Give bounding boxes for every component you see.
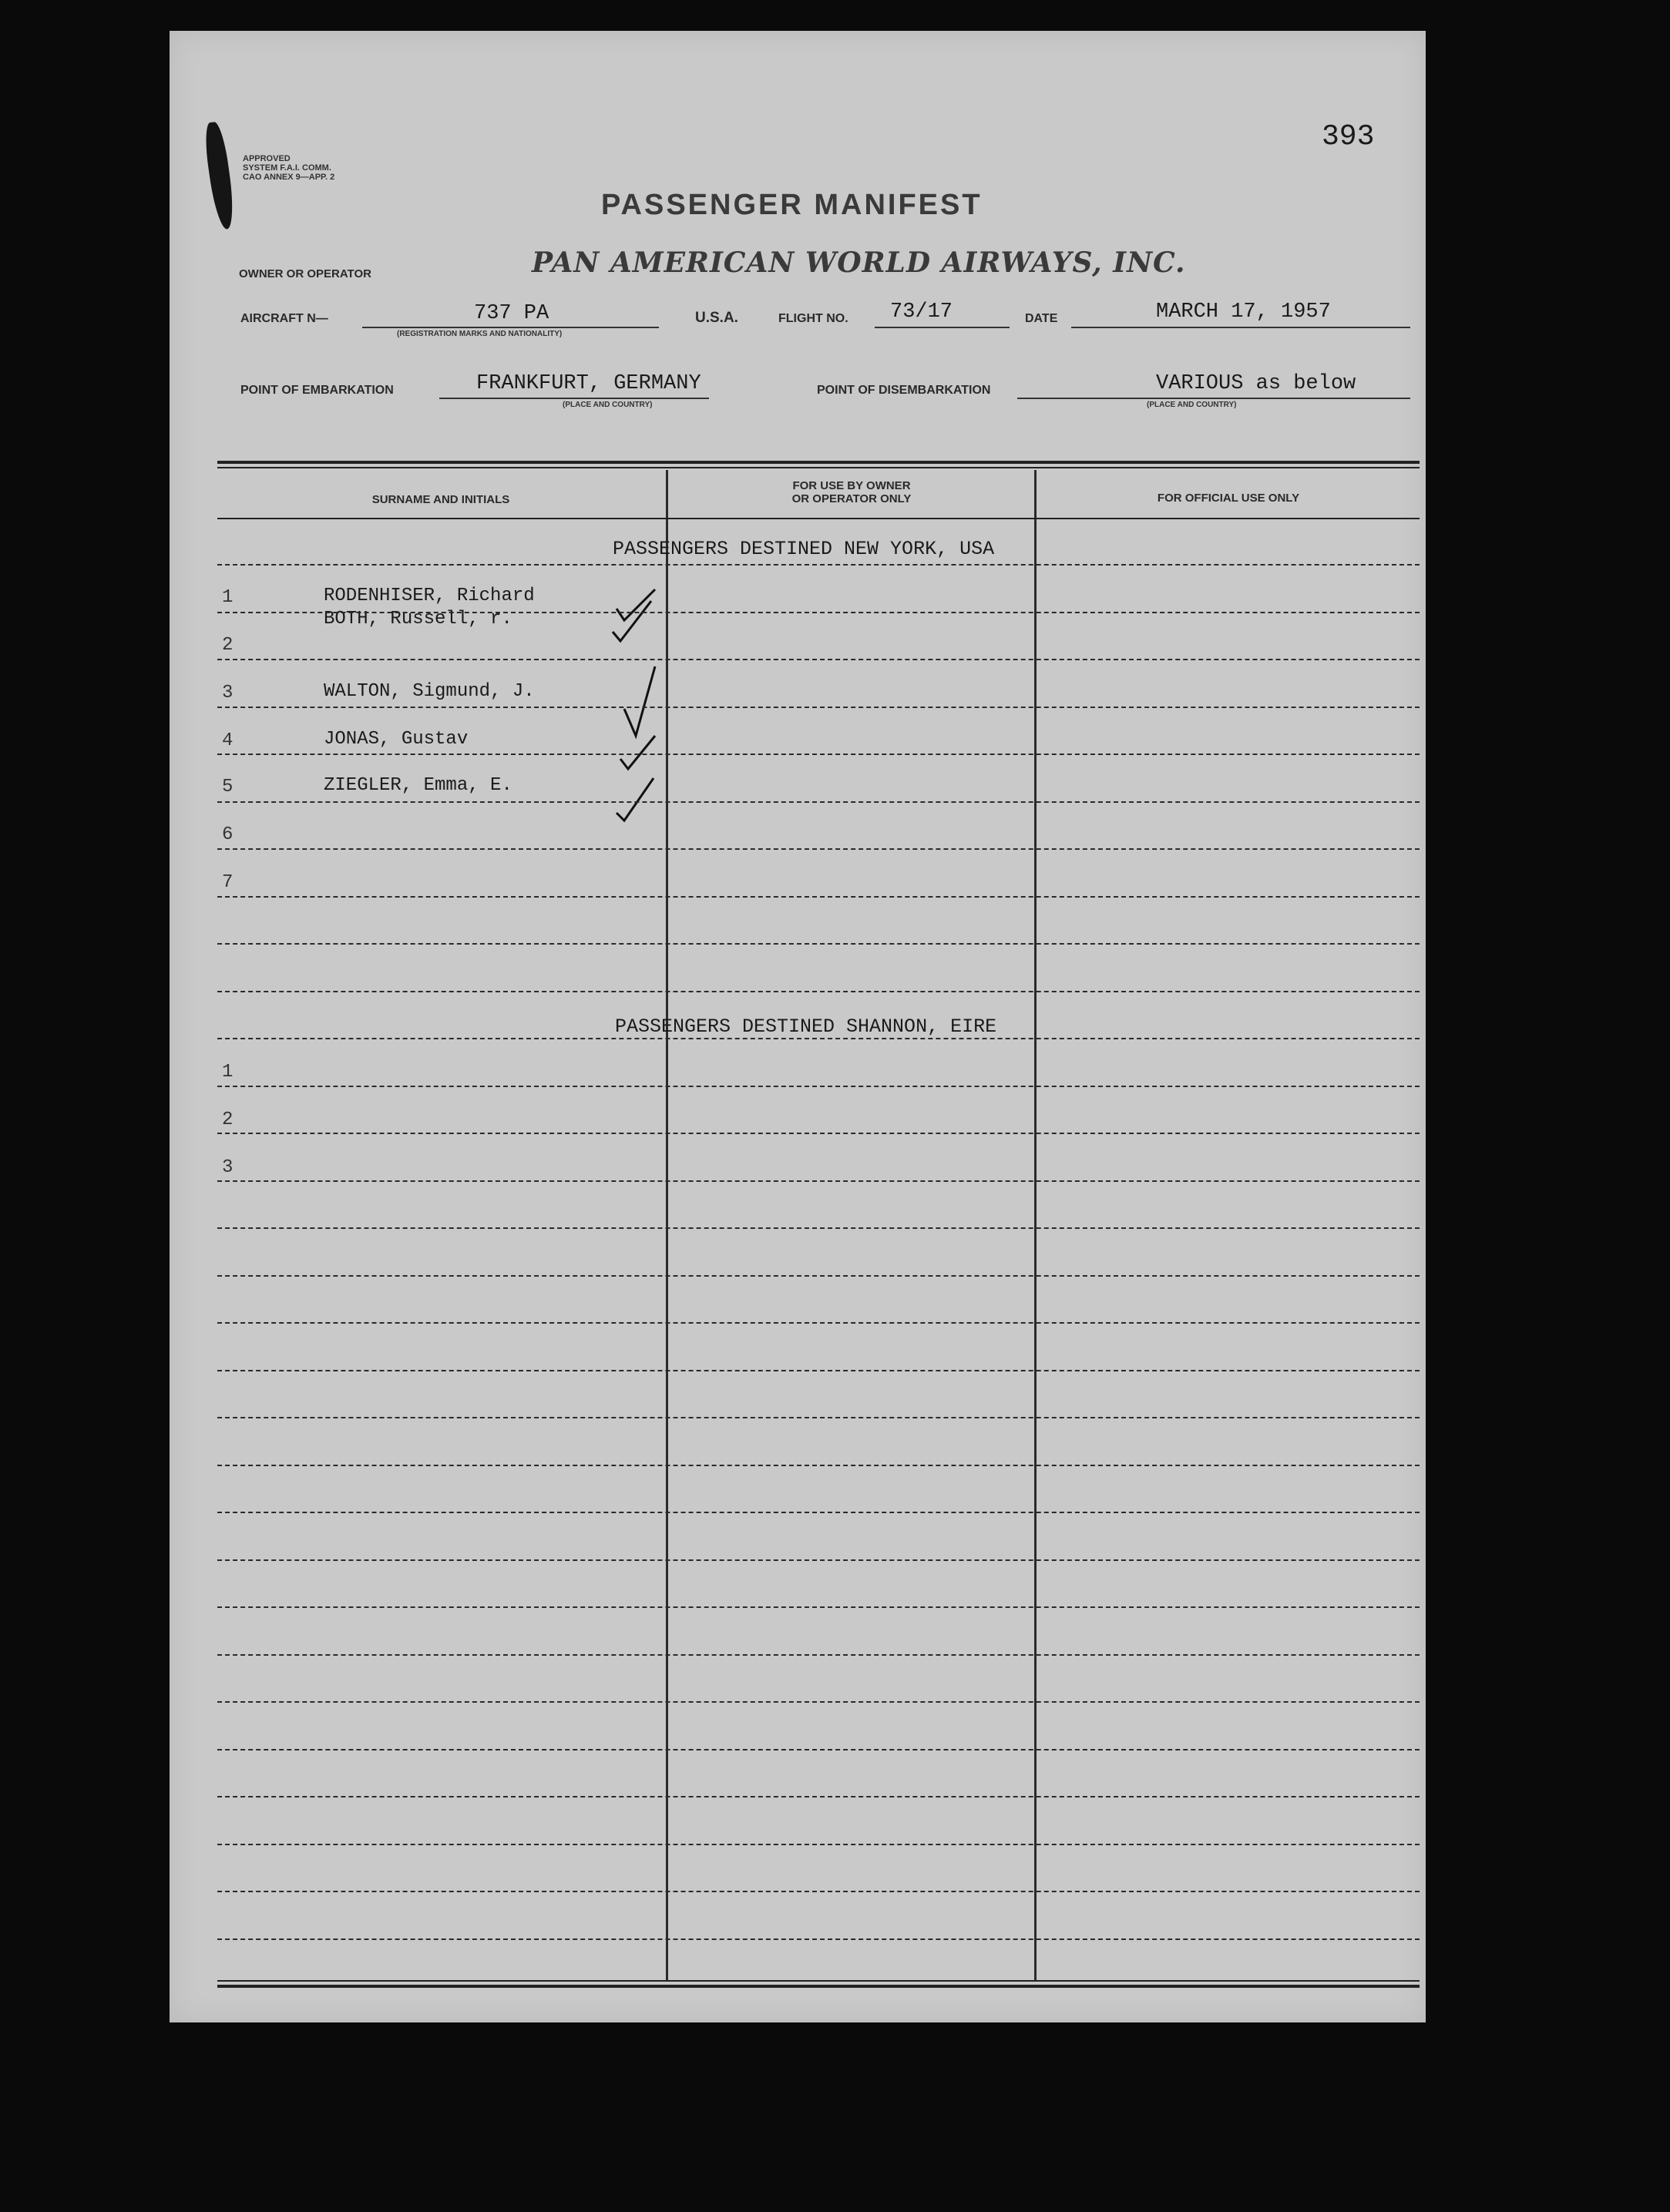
col-header-owner-line: FOR USE BY OWNER (792, 479, 911, 492)
section-heading: PASSENGERS DESTINED NEW YORK, USA (613, 538, 995, 560)
aircraft-label: AIRCRAFT N— (240, 312, 328, 325)
embarkation-rule (439, 398, 709, 399)
row-number: 2 (222, 635, 234, 656)
table-bottom-rule (217, 1980, 1420, 1982)
form-title: PASSENGER MANIFEST (601, 189, 983, 221)
owner-name: PAN AMERICAN WORLD AIRWAYS, INC. (532, 247, 1186, 279)
ruled-line (217, 1180, 1420, 1182)
embarkation-value: FRANKFURT, GERMANY (476, 372, 701, 395)
col-header-owner-use (669, 479, 1034, 505)
ruled-line (217, 1938, 1420, 1940)
ruled-line (217, 1606, 1420, 1608)
ruled-line (217, 848, 1420, 850)
row-number: 6 (222, 824, 234, 845)
check-mark-icon (617, 778, 654, 821)
approval-line: SYSTEM F.A.I. COMM. (243, 163, 331, 173)
ruled-line (217, 1749, 1420, 1750)
ruled-line (217, 1038, 1420, 1039)
ruled-line (217, 1086, 1420, 1087)
row-number: 2 (222, 1109, 234, 1130)
table-top-rule-thin (217, 467, 1420, 468)
embarkation-label: POINT OF EMBARKATION (240, 384, 394, 397)
ruled-line (217, 896, 1420, 898)
ruled-line (217, 1275, 1420, 1277)
row-number: 3 (222, 1157, 234, 1178)
column-divider (1034, 470, 1037, 1980)
table-bottom-rule-thick (217, 1985, 1420, 1988)
approval-line: APPROVED (243, 154, 291, 163)
check-marks (601, 555, 709, 832)
passenger-name: BOTH, Russell, r. (324, 609, 512, 629)
date-rule (1071, 327, 1410, 328)
date-value: MARCH 17, 1957 (1156, 300, 1331, 324)
row-number: 1 (222, 1062, 234, 1083)
flight-value: 73/17 (890, 300, 953, 324)
ruled-line (217, 1465, 1420, 1466)
flight-rule (875, 327, 1010, 328)
ruled-line (217, 659, 1420, 660)
ruled-line (217, 1370, 1420, 1371)
passenger-name: WALTON, Sigmund, J. (324, 681, 535, 702)
check-mark-icon (613, 601, 651, 641)
approval-line: CAO ANNEX 9—APP. 2 (243, 173, 335, 182)
ruled-line (217, 1559, 1420, 1561)
ink-mark (202, 121, 237, 230)
date-label: DATE (1025, 312, 1058, 325)
passenger-name: ZIEGLER, Emma, E. (324, 775, 512, 796)
ruled-line (217, 612, 1420, 613)
ruled-line (217, 1417, 1420, 1418)
ruled-line (217, 1701, 1420, 1703)
ruled-line (217, 564, 1420, 566)
page-number: 393 (1322, 120, 1375, 153)
ruled-line (217, 801, 1420, 803)
country-label: U.S.A. (695, 310, 738, 326)
aircraft-sublabel: (REGISTRATION MARKS AND NATIONALITY) (397, 330, 563, 338)
owner-label: OWNER OR OPERATOR (239, 267, 371, 280)
table-top-rule (217, 461, 1420, 464)
passenger-name: RODENHISER, Richard (324, 586, 535, 606)
embarkation-sublabel: (PLACE AND COUNTRY) (563, 401, 653, 409)
row-number: 5 (222, 777, 234, 797)
check-mark-icon (620, 736, 655, 769)
col-header-owner-line: OR OPERATOR ONLY (791, 492, 912, 505)
col-header-official: FOR OFFICIAL USE ONLY (1157, 492, 1300, 505)
header-rule (217, 518, 1420, 519)
ruled-line (217, 991, 1420, 992)
disembarkation-value: VARIOUS as below (1156, 372, 1356, 395)
section-heading: PASSENGERS DESTINED SHANNON, EIRE (615, 1015, 997, 1038)
aircraft-rule (362, 327, 659, 328)
row-number: 3 (222, 683, 234, 703)
ruled-line (217, 707, 1420, 708)
ruled-line (217, 1322, 1420, 1324)
flight-label: FLIGHT NO. (778, 312, 848, 325)
aircraft-value: 737 PA (474, 302, 549, 325)
row-number: 4 (222, 730, 234, 751)
ruled-line (217, 1796, 1420, 1797)
row-number: 1 (222, 587, 234, 608)
ruled-line (217, 1844, 1420, 1845)
col-header-surname: SURNAME AND INITIALS (371, 493, 510, 506)
manifest-sheet (170, 31, 1426, 2022)
row-number: 7 (222, 872, 234, 893)
passenger-name: JONAS, Gustav (324, 729, 469, 750)
disembarkation-sublabel: (PLACE AND COUNTRY) (1147, 401, 1237, 409)
approval-block (243, 154, 334, 182)
ruled-line (217, 1654, 1420, 1656)
ruled-line (217, 1891, 1420, 1892)
ruled-line (217, 1227, 1420, 1229)
ruled-line (217, 943, 1420, 945)
check-mark-icon (624, 666, 655, 736)
ruled-line (217, 1512, 1420, 1513)
ruled-line (217, 754, 1420, 755)
disembarkation-label: POINT OF DISEMBARKATION (817, 384, 991, 397)
disembarkation-rule (1017, 398, 1410, 399)
ruled-line (217, 1133, 1420, 1134)
